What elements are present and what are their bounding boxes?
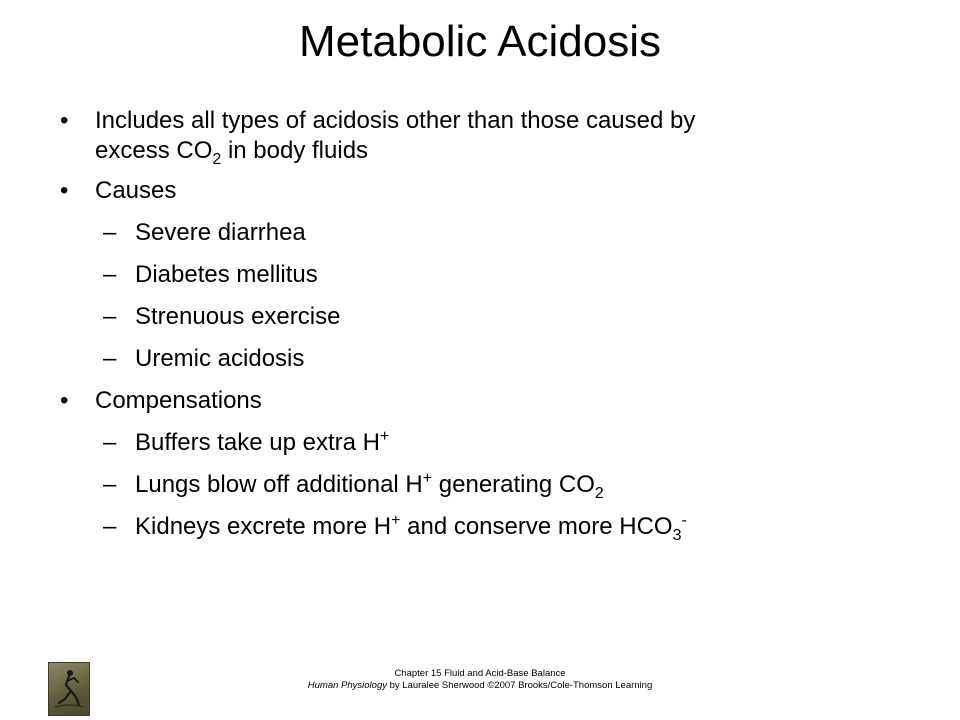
cause-item bbox=[60, 344, 920, 374]
bullet-compensations bbox=[60, 386, 920, 416]
causes-label: Causes bbox=[95, 177, 177, 204]
intro-subscript: 2 bbox=[212, 150, 222, 168]
compensation-item bbox=[60, 428, 920, 458]
footer-book-title: Human Physiology bbox=[307, 680, 387, 691]
dash-marker: – bbox=[103, 303, 117, 330]
footer-chapter: Chapter 15 Fluid and Acid-Base Balance bbox=[394, 668, 566, 679]
slide-footer bbox=[0, 668, 960, 692]
compensation-item bbox=[60, 470, 920, 500]
compensation-text-b: and conserve more HCO bbox=[400, 513, 673, 540]
dash-marker: – bbox=[103, 345, 117, 372]
compensation-item bbox=[60, 512, 920, 542]
dash-marker: – bbox=[103, 219, 117, 246]
superscript: + bbox=[422, 470, 433, 487]
compensation-text-b: generating CO bbox=[432, 471, 595, 498]
cause-text: Diabetes mellitus bbox=[135, 261, 318, 288]
intro-line2-b: in body fluids bbox=[221, 137, 369, 164]
compensation-text: Kidneys excrete more H bbox=[135, 513, 392, 540]
bullet-marker: • bbox=[60, 387, 69, 414]
dash-marker: – bbox=[103, 471, 117, 498]
bullet-causes bbox=[60, 176, 920, 206]
dash-marker: – bbox=[103, 429, 117, 456]
superscript: + bbox=[391, 512, 401, 529]
superscript: + bbox=[380, 428, 390, 445]
cause-text: Uremic acidosis bbox=[135, 345, 305, 372]
cause-item bbox=[60, 260, 920, 290]
superscript: - bbox=[681, 512, 687, 529]
slide-title: Metabolic Acidosis bbox=[299, 17, 661, 66]
compensation-text: Lungs blow off additional H bbox=[135, 471, 423, 498]
cause-item bbox=[60, 218, 920, 248]
footer-credit-rest: by Lauralee Sherwood ©2007 Brooks/Cole-Thomson Learning bbox=[386, 680, 653, 691]
cause-text: Severe diarrhea bbox=[135, 219, 306, 246]
cause-text: Strenuous exercise bbox=[135, 303, 341, 330]
bullet-intro bbox=[60, 106, 920, 166]
bullet-marker: • bbox=[60, 177, 69, 204]
bullet-list bbox=[60, 106, 920, 542]
compensation-text: Buffers take up extra H bbox=[135, 429, 381, 456]
dash-marker: – bbox=[103, 261, 117, 288]
subscript: 2 bbox=[594, 484, 604, 502]
dash-marker: – bbox=[103, 513, 117, 540]
cause-item bbox=[60, 302, 920, 332]
bullet-marker: • bbox=[60, 107, 69, 134]
footer-credit bbox=[0, 680, 960, 692]
subscript: 3 bbox=[672, 526, 682, 544]
compensations-label: Compensations bbox=[95, 387, 262, 414]
intro-line1: Includes all types of acidosis other than those caused by bbox=[95, 107, 696, 134]
intro-line2-a: excess CO bbox=[95, 137, 213, 164]
